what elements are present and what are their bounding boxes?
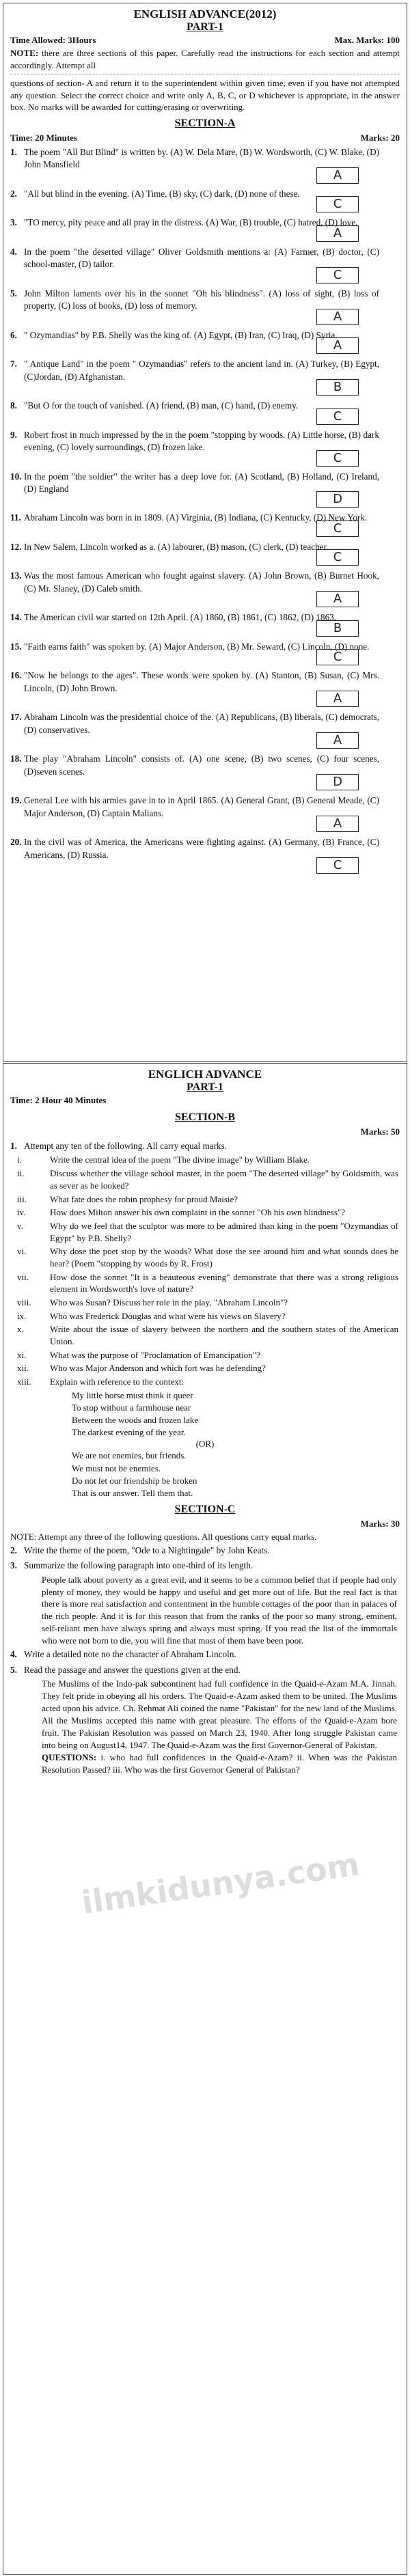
poem-line: That is our answer. Tell them that. — [72, 1487, 193, 1498]
question-text: John Milton laments over his in the sonnet "Oh his blindness". (A) loss of sight, (B) loss of property, (C) loss of books, (D) loss of memory. — [24, 288, 379, 311]
section-c-questions — [3, 1543, 407, 1574]
short-question-text: Write about the issue of slavery between the northern and the southern states of the American Union. — [50, 1324, 398, 1346]
instructions-continuation: questions of section- A and return it to the superintendent within given time, even if you have not attempted any question. Select the correct choice and write only A, B, C, or D whichever is appropriate, in the answer box. No marks will be awarded for cutting/erasing or overwriting. — [10, 78, 400, 113]
question-number: 11. — [10, 512, 21, 523]
poem-line: Between the woods and frozen lake — [72, 1414, 199, 1425]
question-text: In the poem "the soldier" the writer has a deep love for. (A) Scotland, (B) Holland, (C) Ireland, (D) England — [24, 471, 379, 494]
answer-box: D — [316, 491, 359, 508]
roman-number: xiii. — [17, 1376, 31, 1387]
or-label: (OR) — [195, 1439, 215, 1450]
long-question-text: Read the passage and answer the questions given at the end. — [24, 1664, 241, 1675]
answer-box: A — [316, 816, 359, 832]
long-question-number: 4. — [10, 1649, 17, 1660]
mcq-list — [3, 145, 407, 877]
question-text: " Antique Land" in the poem " Ozymandias" refers to the ancient land in. (A) Turkey, (B) Egypt, (C)Jordan, (D) Afghanistan. — [24, 359, 379, 382]
long-question-text: Write the theme of the poem, "Ode to a Nightingale" by John Keats. — [24, 1545, 270, 1555]
prose-extract-two — [3, 1450, 407, 1499]
mcq-question — [3, 328, 407, 357]
section-b-heading: SECTION-B — [174, 1111, 236, 1123]
questions-text: i. who had full confidences in the Quaid-e-Azam? ii. When was the Pakistan Resolution Passed? iii. Who was the first Governor General of Pakistan? — [42, 1751, 397, 1775]
answer-box: C — [316, 408, 359, 425]
mcq-question — [3, 286, 407, 328]
paper-one — [3, 3, 407, 1062]
question-number: 17. — [10, 712, 22, 723]
roman-number: ix. — [17, 1310, 27, 1321]
question-text: Robert frost in much impressed by the in the poem "stopping by woods. (A) Little horse, (B) dark evening, (C) lovely surroundings, (D) frozen lake. — [24, 429, 379, 453]
roman-number: ii. — [17, 1168, 25, 1179]
note-text: there are three sections of this paper. Carefully read the instructions for each section and attempt accordingly. Attempt all — [10, 48, 400, 70]
question-number: 12. — [10, 541, 22, 552]
question-number: 20. — [10, 837, 22, 848]
question-text: The play "Abraham Lincoln" consists of. (A) one scene, (B) two scenes, (C) four scenes, (D)seven scenes. — [24, 753, 379, 777]
note-label: NOTE: — [10, 48, 39, 58]
question-number: 16. — [10, 670, 22, 681]
paper-two — [3, 1063, 407, 2575]
long-question — [3, 1663, 407, 1678]
short-question — [12, 1220, 398, 1244]
answer-box: C — [316, 196, 359, 212]
long-question-text: Write a detailed note no the character of Abraham Lincoln. — [24, 1649, 236, 1660]
answer-box: B — [316, 620, 359, 637]
answer-box: A — [316, 732, 359, 749]
answer-box: C — [316, 267, 359, 283]
short-question — [12, 1362, 398, 1374]
question-text: In the poem "the deserted village" Oliver Goldsmith mentions a: (A) Farmer, (B) doctor, (C) school-master, (D) tailor. — [24, 246, 379, 270]
mcq-question — [3, 751, 407, 793]
poem-line: We must not be enemies. — [72, 1463, 161, 1473]
short-question-text: What was the purpose of "Proclamation of Emancipation"? — [50, 1349, 260, 1360]
long-question-number: 3. — [10, 1560, 17, 1571]
mcq-question — [3, 428, 407, 469]
short-question-text: Who was Frederick Douglas and what were his views on Slavery? — [50, 1310, 286, 1321]
short-question-text: Write the central idea of the poem "The divine image" by William Blake. — [50, 1154, 310, 1165]
short-question — [12, 1193, 398, 1206]
short-question — [12, 1297, 398, 1309]
section-c-meta — [3, 1517, 407, 1531]
section-a-meta — [3, 131, 407, 145]
question-text: Was the most famous American who fought against slavery. (A) John Brown, (B) Burnet Hook, (C) Mr. Slaney, (D) Caleb smith. — [24, 570, 379, 594]
question-text: In New Salem, Lincoln worked as a. (A) labourer, (B) mason, (C) clerk, (D) teacher. — [24, 541, 329, 552]
answer-box: A — [316, 691, 359, 707]
roman-number: viii. — [17, 1297, 31, 1307]
answer-box: B — [316, 379, 359, 396]
question-number: 6. — [10, 329, 17, 340]
section-c-marks: Marks: 30 — [360, 1519, 400, 1529]
short-question-text: Why do we feel that the sculptor was more to be admired than king in the poem "Ozymandias of Egypt" by P.B. Shelly? — [50, 1220, 398, 1243]
question-text: "TO mercy, pity peace and all pray in the distress. (A) War, (B) trouble, (C) hatred, (D) love. — [24, 217, 358, 228]
roman-number: xi. — [17, 1349, 27, 1360]
mcq-question — [3, 357, 407, 398]
question-text: The poem "All But Blind" is written by. (A) W. Dela Mare, (B) W. Wordsworth, (C) W. Blake, (D) John Mansfield — [24, 146, 379, 170]
short-question — [12, 1154, 398, 1166]
section-b-meta — [3, 1125, 407, 1139]
question-number: 7. — [10, 359, 17, 370]
note-paragraph — [3, 47, 407, 71]
question-text: The American civil war started on 12th April. (A) 1860, (B) 1861, (C) 1862, (D) 1863. — [24, 612, 337, 623]
mcq-question — [3, 793, 407, 835]
watermark-logo: ilmkidunya.com — [79, 1845, 362, 1922]
short-question — [12, 1376, 398, 1388]
max-marks: Max. Marks: 100 — [334, 35, 400, 45]
answer-box: A — [316, 591, 359, 607]
mcq-question — [3, 469, 407, 511]
question-one-text: Attempt any ten of the following. All carry equal marks. — [24, 1141, 228, 1151]
roman-number: x. — [17, 1324, 24, 1335]
answer-box: A — [316, 167, 359, 184]
section-c-note: NOTE: Attempt any three of the following questions. All questions carry equal marks. — [10, 1532, 317, 1542]
answer-box: C — [316, 521, 359, 537]
poem-line: To stop without a farmhouse near — [72, 1402, 191, 1413]
question-number: 4. — [10, 246, 17, 257]
mcq-question — [3, 710, 407, 751]
question-text: "Faith earns faith" was spoken by. (A) Major Anderson, (B) Mr. Seward, (C) Lincoln, (D) none. — [24, 641, 370, 652]
paper-two-time: Time: 2 Hour 40 Minutes — [10, 1095, 107, 1105]
question-number: 3. — [10, 217, 17, 228]
short-question — [12, 1167, 398, 1191]
comprehension-passage: The Muslims of the Indo-pak subcontinent had full confidence in the Quaid-e-Azam M.A. Jinnah. They felt pride in obeying all his orders. The Quaid-e-Azam asked them to be united. The Muslims acted upon his advice. Ch. Rehmat Ali coined the name "Pakistan" for the new land of the Muslims. All the Muslims accepted this name with great pleasure. The efforts of the Quaid-e-Azam bore fruit. The Pakistan Resolution was passed on March 23, 1940. After long struggle Pakistan came into being on August14, 1947. The Quaid-e-Azam was the first Governor-General of Pakistan. — [42, 1678, 397, 1750]
paper-two-title: ENGLICH ADVANCE — [148, 1068, 262, 1081]
question-number: 15. — [10, 641, 22, 652]
comprehension-questions — [3, 1751, 407, 1776]
question-text: "Now he belongs to the ages". These words were spoken by. (A) Stanton, (B) Susan, (C) Mrs. Lincoln, (D) John Brown. — [24, 670, 379, 693]
time-allowed: Time Allowed: 3Hours — [10, 35, 96, 45]
mcq-question — [3, 215, 407, 244]
poem-line: The darkest evening of the year. — [72, 1427, 186, 1438]
long-question-number: 2. — [10, 1545, 17, 1555]
mcq-question — [3, 668, 407, 710]
answer-box: C — [316, 649, 359, 665]
section-b-marks: Marks: 50 — [360, 1126, 400, 1137]
short-question-list — [3, 1154, 407, 1387]
answer-box: C — [316, 857, 359, 874]
question-number: 14. — [10, 612, 22, 623]
roman-number: vii. — [17, 1271, 29, 1282]
poem-extract-one — [3, 1389, 407, 1439]
short-question-text: Who was Major Anderson and which fort was he defending? — [50, 1363, 266, 1374]
question-number: 10. — [10, 471, 22, 482]
poem-line: My little horse must think it queer — [72, 1389, 193, 1400]
long-question-number: 5. — [10, 1664, 17, 1675]
mcq-question — [3, 145, 407, 186]
section-c-questions-more — [3, 1647, 407, 1678]
answer-box: A — [316, 337, 359, 354]
section-c-heading: SECTION-C — [174, 1504, 236, 1516]
short-question — [12, 1349, 398, 1361]
mcq-question — [3, 540, 407, 568]
short-question-text: What fate does the robin prophesy for proud Maisie? — [50, 1193, 238, 1204]
roman-number: iv. — [17, 1207, 26, 1218]
answer-box: A — [316, 225, 359, 242]
mcq-question — [3, 398, 407, 427]
long-question-text: Summarize the following paragraph into one-third of its length. — [24, 1560, 254, 1571]
answer-box: C — [316, 450, 359, 467]
question-number: 1. — [10, 146, 17, 157]
mcq-question — [3, 610, 407, 639]
answer-box: C — [316, 549, 359, 566]
question-text: "But O for the touch of vanished. (A) friend, (B) man, (C) hand, (D) enemy. — [24, 400, 299, 411]
short-question — [12, 1245, 398, 1269]
roman-number: v. — [17, 1220, 23, 1231]
mcq-question — [3, 835, 407, 876]
short-question-text: How does Milton answer his own complaint in the sonnet "Oh his own blindness"? — [50, 1207, 345, 1218]
question-number: 5. — [10, 288, 17, 299]
section-a-time: Time: 20 Minutes — [10, 132, 77, 143]
long-question — [3, 1543, 407, 1558]
question-text: Abraham Lincoln was born in in 1809. (A) Virginia, (B) Indiana, (C) Kentucky, (D) New York. — [24, 512, 368, 523]
summary-paragraph: People talk about poverty as a great evil, and it seems to be a common belief that if people had only plenty of money, they would be happy and useful and get more out of life. But the real fact is that there is more real satisfaction and contentment in the humble cottages of the poor than in palaces of the rich people. And it is for this reason that from the ranks of the poor so many strong, eminent, self-reliant men have always spring and always must spring. If you read the list of the immortals who were not born to die, you will fine that most of them have been poor. — [42, 1574, 397, 1646]
mcq-question — [3, 639, 407, 668]
short-question — [12, 1310, 398, 1322]
question-one: 1. Attempt any ten of the following. All carry equal marks. — [3, 1139, 407, 1154]
mcq-question — [3, 186, 407, 215]
answer-box: D — [316, 774, 359, 790]
question-number: 8. — [10, 400, 17, 411]
question-text: In the civil was of America, the Americans were fighting against. (A) Germany, (B) France, (C) Americans, (D) Russia. — [24, 837, 379, 860]
section-a-marks: Marks: 20 — [360, 132, 400, 143]
roman-number: i. — [17, 1154, 22, 1165]
roman-number: iii. — [17, 1193, 27, 1204]
short-question — [12, 1271, 398, 1295]
mcq-question — [3, 568, 407, 610]
short-question-text: Who was Susan? Discuss her role in the play, "Abraham Lincoln"? — [50, 1297, 288, 1307]
roman-number: vi. — [17, 1246, 27, 1257]
paper-two-time-row — [3, 1094, 407, 1107]
question-text: "All but blind in the evening. (A) Time, (B) sky, (C) dark, (D) none of these. — [24, 188, 300, 199]
question-number: 9. — [10, 429, 17, 440]
part-label: PART-1 — [187, 21, 223, 33]
questions-label: QUESTIONS: — [42, 1751, 97, 1762]
long-question — [3, 1558, 407, 1573]
roman-number: xii. — [17, 1363, 29, 1374]
mcq-question — [3, 245, 407, 286]
short-question-text: How dose the sonnet "It is a beauteous evening" demonstrate that there was a strong religious element in Wordsworth's love of nature? — [50, 1271, 398, 1294]
question-number: 18. — [10, 753, 22, 764]
long-question — [3, 1647, 407, 1662]
short-question-text: Discuss whether the village school master, in the poem "The deserted village" by Goldsmith, was as sever as he looked? — [50, 1168, 398, 1191]
answer-box: A — [316, 309, 359, 325]
question-text: General Lee with his armies gave in to in April 1865. (A) General Grant, (B) General Meade, (C) Major Anderson, (D) Captain Malians. — [24, 795, 379, 818]
time-marks-row — [3, 33, 407, 47]
paper-two-part: PART-1 — [187, 1081, 223, 1093]
mcq-question — [3, 510, 407, 539]
question-number: 19. — [10, 795, 22, 806]
short-question-text: Explain with reference to the context: — [50, 1376, 184, 1387]
short-question — [12, 1206, 398, 1219]
short-question-text: Why dose the poet stop by the woods? What dose the see around him and what sounds does he hear? (Poem "stopping by woods by R. Frost) — [50, 1246, 398, 1269]
poem-line: Do not let our friendship be broken — [72, 1475, 197, 1486]
section-a-heading: SECTION-A — [174, 117, 236, 129]
question-text: " Ozymandias" by P.B. Shelly was the king of. (A) Egypt, (B) Iran, (C) Iraq, (D) Syria. — [24, 329, 338, 340]
paper-title: ENGLISH ADVANCE(2012) — [133, 8, 277, 20]
question-number: 2. — [10, 188, 17, 199]
poem-line: We are not enemies, but friends. — [72, 1450, 187, 1461]
short-question — [12, 1323, 398, 1347]
question-text: Abraham Lincoln was the presidential choice of the. (A) Republicans, (B) liberals, (C) democrats, (D) conservatives. — [24, 712, 379, 735]
question-number: 13. — [10, 570, 22, 581]
